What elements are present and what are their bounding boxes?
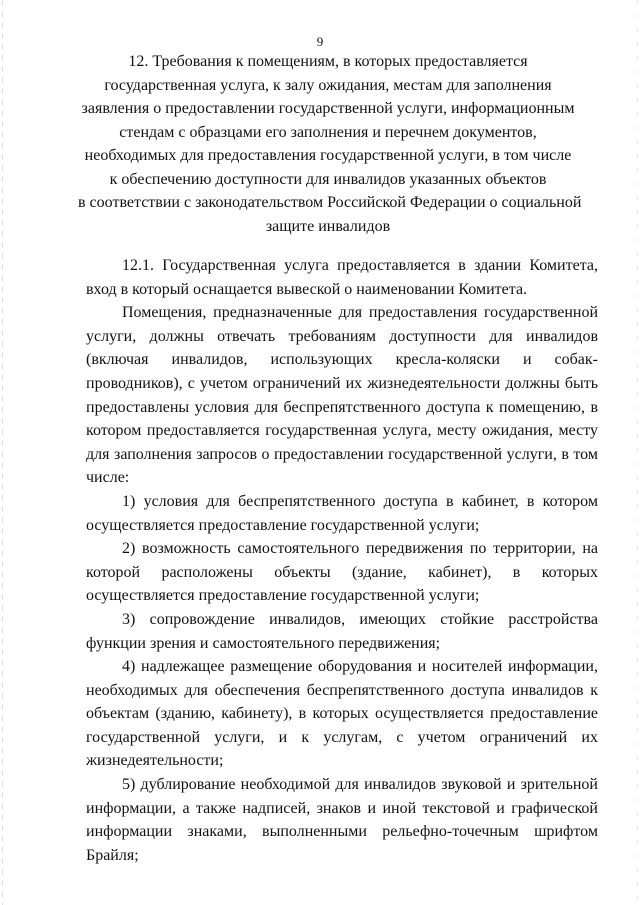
list-item-1: 1) условия для беспрепятственного доступа в кабинет, в котором осуществляется предоставление государственной услуги; bbox=[86, 492, 598, 534]
section-title-line: заявления о предоставлении государственной услуги, информационным bbox=[81, 100, 575, 117]
section-title bbox=[78, 50, 582, 238]
body-text bbox=[86, 254, 598, 867]
paragraph-premises-requirements: Помещения, предназначенные для предоставления государственной услуги, должны отвечать требованиям доступности для инвалидов (включая инвалидов, использующих кресла-коляски и собак-проводников), с учетом ограничений их жизнедеятельности должны быть предоставлены условия для беспрепятственного доступа к помещению, в котором предоставляется государственная услуга, месту ожидания, месту для заполнения запросов о предоставлении государственной услуги, в том числе: bbox=[86, 304, 598, 487]
section-title-line: к обеспечению доступности для инвалидов указанных объектов bbox=[109, 170, 547, 188]
section-title-line: государственная услуга, к залу ожидания, местам для заполнения bbox=[104, 76, 552, 94]
list-item-2: 2) возможность самостоятельного передвижения по территории, на которой расположены объекты (здание, кабинет), в которых осуществляется предоставление государственной услуги; bbox=[86, 540, 598, 605]
paragraph-entrance: 12.1. Государственная услуга предоставляется в здании Комитета, вход в который оснащается вывеской о наименовании Комитета. bbox=[86, 257, 598, 298]
section-title-line: защите инвалидов bbox=[265, 217, 391, 235]
list-item-5: 5) дублирование необходимой для инвалидов звуковой и зрительной информации, а также надписей, знаков и иной текстовой и графической информации знаками, выполненными рельефно-точечным шрифтом Брайля; bbox=[86, 776, 598, 864]
page-number: 9 bbox=[316, 34, 324, 49]
section-title-line: 12. Требования к помещениям, в которых предоставляется bbox=[128, 53, 528, 70]
list-item-3: 3) сопровождение инвалидов, имеющих стойкие расстройства функции зрения и самостоятельного передвижения; bbox=[86, 610, 598, 652]
section-title-line: стендам с образцами его заполнения и перечнем документов, bbox=[119, 123, 537, 141]
list-item-4: 4) надлежащее размещение оборудования и носителей информации, необходимых для обеспечения беспрепятственного доступа инвалидов к объектам (зданию, кабинету), в которых осуществляется предоставление государственной услуги, и к услугам, с учетом ограничений их жизнедеятельности; bbox=[86, 658, 598, 770]
section-title-line: в соответствии с законодательством Российской Федерации о социальной bbox=[78, 194, 582, 211]
scan-edge-right bbox=[637, 0, 638, 905]
section-title-line: необходимых для предоставления государственной услуги, в том числе bbox=[84, 147, 572, 164]
scan-edge-left bbox=[2, 0, 3, 905]
